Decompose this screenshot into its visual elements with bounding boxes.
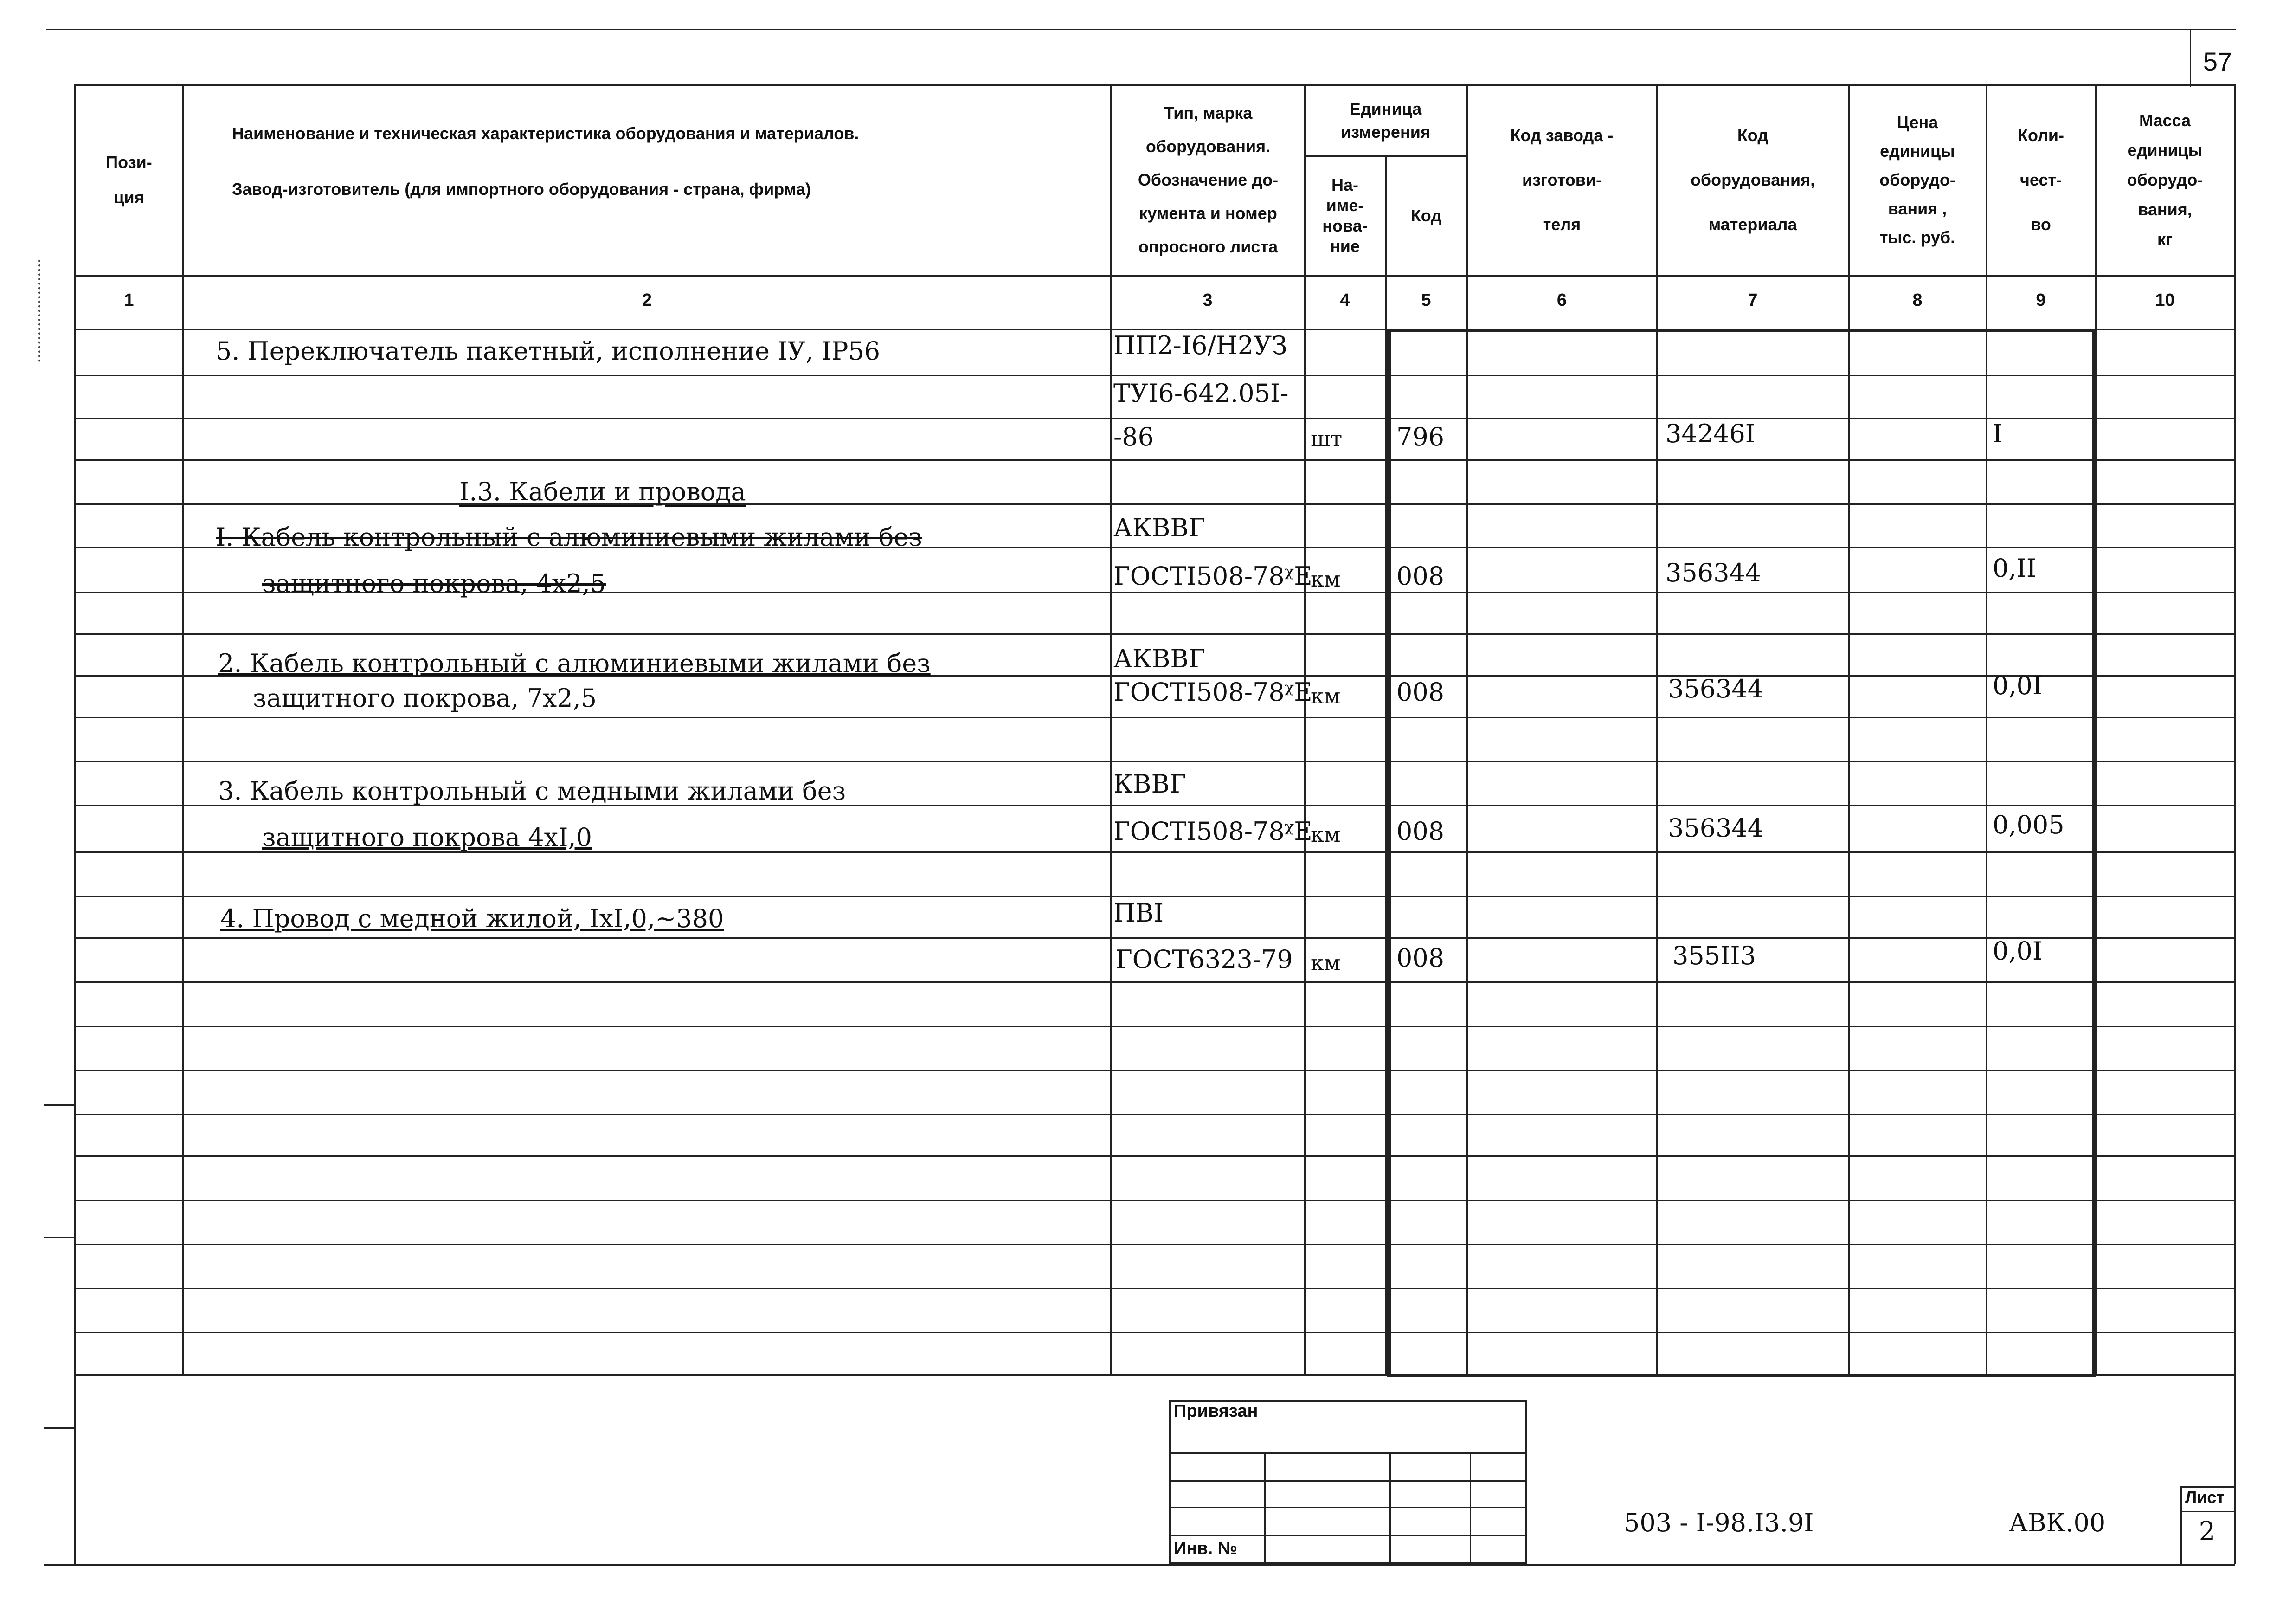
row-name: I. Кабель контрольный с алюминиевыми жилами без [216,522,922,552]
row-type: ТУI6-642.05I- [1113,379,1289,408]
colnum-4: 4 [1340,290,1350,310]
row-quantity: 0,0I [1993,936,2043,966]
row-material-code: 34246I [1666,419,1756,448]
row-line [74,1070,2234,1071]
margin-tick [44,1427,74,1429]
margin-dots [38,260,40,362]
row-unit: км [1311,950,1341,975]
row-quantity: I [1993,419,2003,448]
row-code: 008 [1396,677,1445,707]
row-code: 796 [1396,422,1445,451]
frame-right [2234,84,2236,1564]
row-name: защитного покрова, 4х2,5 [262,569,606,598]
col-divider-2 [1110,84,1112,1374]
row-line [74,459,2234,461]
header-mass: Масса единицы оборудо- вания, кг [2127,111,2203,249]
row-name: 3. Кабель контрольный с медными жилами без [218,776,846,806]
row-line [74,717,2234,718]
col-divider-3 [1304,84,1306,1374]
header-material-code: Код оборудования, материала [1690,126,1815,234]
colnum-9: 9 [2036,290,2046,310]
header-unit-code: Код [1410,206,1442,225]
row-unit: шт [1311,426,1343,451]
row-line [74,1200,2234,1201]
row-unit: км [1311,684,1341,709]
header-factory-code: Код завода - изготови- теля [1510,126,1614,234]
row-line [74,375,2234,376]
col-divider-5 [1466,84,1468,1374]
row-name: 4. Провод с медной жилой, IхI,0,~380 [220,904,724,933]
page-number: 57 [2203,47,2232,76]
row-type: КВВГ [1113,769,1186,799]
row-line [74,1288,2234,1289]
col-divider-8 [1986,84,1987,1374]
colnum-1: 1 [124,290,134,310]
colnum-5: 5 [1421,290,1431,310]
row-code: 008 [1396,817,1445,846]
row-code: 008 [1396,561,1445,591]
row-line [74,1332,2234,1333]
top-frame-line [46,29,2236,30]
header-unit: Единица измерения [1341,99,1430,142]
header-price: Цена единицы оборудо- вания , тыс. руб. [1879,113,1955,247]
colnum-7: 7 [1748,290,1758,310]
row-type: АКВВГ [1113,644,1205,673]
block-top-thick [1387,329,2096,332]
row-type: ГОСТ6323-79 [1116,945,1293,974]
row-type: ПП2-I6/Н2УЗ [1113,331,1287,360]
stamp-line [1169,1480,1527,1482]
row-line [74,1114,2234,1115]
stamp-bound-label: Привязан [1174,1401,1258,1421]
stamp-vline [1264,1452,1266,1564]
row-quantity: 0,0I [1993,671,2043,700]
row-name: 5. Переключатель пакетный, исполнение IУ, IР56 [216,336,881,366]
row-line [74,937,2234,939]
row-type: ПВI [1113,898,1164,928]
row-unit: км [1311,567,1341,592]
col-divider-7 [1848,84,1850,1374]
row-material-code: 356344 [1666,558,1762,587]
page-number-box-left [2190,29,2191,87]
header-quantity: Коли- чест- во [2017,126,2064,234]
row-line [74,1244,2234,1245]
col-divider-6 [1656,84,1658,1374]
row-line [74,896,2234,897]
margin-tick [44,1104,74,1106]
row-line [74,418,2234,419]
stamp-inv-label: Инв. № [1174,1539,1238,1558]
row-line [74,981,2234,983]
table-bottom-line [74,1374,2234,1376]
colnum-3: 3 [1203,290,1213,310]
row-material-code: 356344 [1668,813,1764,843]
row-line [74,1155,2234,1157]
row-line [74,761,2234,762]
colnum-8: 8 [1912,290,1923,310]
row-code: 008 [1396,943,1445,973]
row-line [74,503,2234,505]
colnum-10: 10 [2155,290,2175,310]
colnum-2: 2 [642,290,652,310]
row-type: -86 [1113,422,1154,451]
header-type: Тип, марка оборудования. Обозначение до- кумента и номер опросного листа [1138,103,1279,256]
colnum-6: 6 [1556,290,1567,310]
row-type: ГОСТI508-78ᵡЕ [1113,817,1312,846]
sheet-code: АВК.00 [2009,1508,2106,1537]
frame-bottom [44,1564,2235,1566]
row-material-code: 355II3 [1672,941,1756,970]
sheet-box-line [2180,1511,2234,1512]
row-name: защитного покрова 4хI,0 [262,823,592,852]
row-material-code: 356344 [1668,674,1764,703]
stamp-line [1169,1452,1527,1454]
stamp-vline [1389,1452,1391,1564]
row-line [74,1026,2234,1027]
col-divider-4 [1385,155,1387,1374]
margin-tick [44,1237,74,1238]
sheet-number: 2 [2199,1516,2216,1547]
row-type: АКВВГ [1113,513,1205,542]
doc-code: 503 - I-98.I3.9I [1624,1508,1814,1537]
row-quantity: 0,005 [1993,810,2064,839]
row-unit: км [1311,822,1341,847]
row-type: ГОСТI508-78ᵡЕ [1113,677,1312,707]
sheet-label: Лист [2185,1488,2225,1507]
section-title: I.3. Кабели и провода [459,477,746,506]
header-bottom-line [74,275,2234,277]
header-name: Наименование и техническая характеристика оборудования и материалов. Завод-изготовитель (для импортного оборудования - страна, фирма) [232,124,859,199]
stamp-vline [1470,1452,1471,1564]
row-name: 2. Кабель контрольный с алюминиевыми жилами без [218,649,931,678]
col-divider-1 [182,84,184,1374]
header-position: Пози- ция [106,153,152,207]
row-type: ГОСТI508-78ᵡЕ [1113,561,1312,591]
row-quantity: 0,II [1993,554,2037,583]
frame-left [74,84,76,1564]
row-line [74,633,2234,635]
stamp-line [1169,1507,1527,1508]
row-name: защитного покрова, 7х2,5 [253,684,597,713]
stamp-line [1169,1535,1527,1536]
header-unit-name: На- име- нова- ние [1322,175,1368,256]
